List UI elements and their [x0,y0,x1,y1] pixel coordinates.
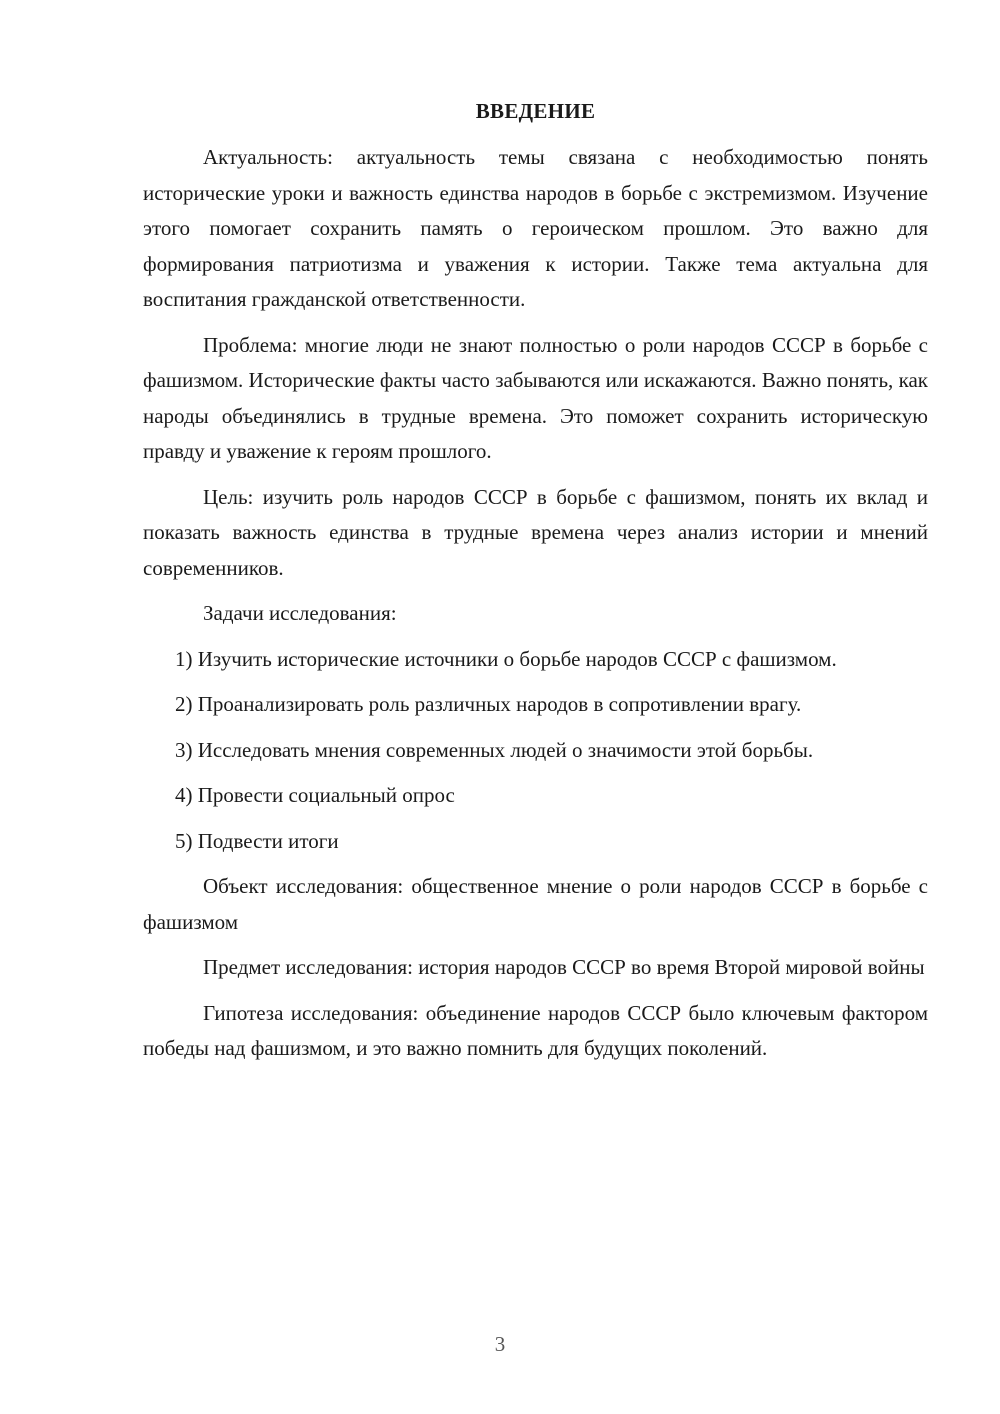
research-subject-paragraph: Предмет исследования: история народов СССР во время Второй мировой войны [203,955,925,979]
task-item-1: 1) Изучить исторические источники о борьбе народов СССР с фашизмом. [175,646,837,671]
tasks-heading: Задачи исследования: [203,601,397,625]
task-item-4: 4) Провести социальный опрос [175,783,455,807]
goal-paragraph: Цель: изучить роль народов СССР в борьбе с фашизмом, понять их вклад и показать важность единства в трудные времена через анализ истории и мнений современников. [143,484,928,580]
hypothesis-paragraph: Гипотеза исследования: объединение народов СССР было ключевым фактором победы над фашизмом, и это важно помнить для будущих поколений. [143,1000,928,1060]
task-item-2: 2) Проанализировать роль различных народов в сопротивлении врагу. [175,692,802,716]
problem-paragraph: Проблема: многие люди не знают полностью о роли народов СССР в борьбе с фашизмом. Исторические факты часто забываются или искажаются. Важно понять, как народы объединялись в трудные времена. Это поможет сохранить историческую правду и уважение к героям прошлого. [143,332,928,463]
task-item-5: 5) Подвести итоги [175,828,339,853]
page-number: 3 [494,1332,506,1356]
research-object-paragraph: Объект исследования: общественное мнение о роли народов СССР в борьбе с фашизмом [143,874,928,934]
task-item-3: 3) Исследовать мнения современных людей о значимости этой борьбы. [175,737,814,762]
document-page [143,96,928,1077]
page-title: ВВЕДЕНИЕ [475,99,596,123]
relevance-paragraph: Актуальность: актуальность темы связана с необходимостью понять исторические уроки и важность единства народов в борьбе с экстремизмом. Изучение этого помогает сохранить память о героическом прошлом. Это важно для формирования патриотизма и уважения к истории. Также тема актуальна для воспитания гражданской ответственности. [143,145,928,311]
